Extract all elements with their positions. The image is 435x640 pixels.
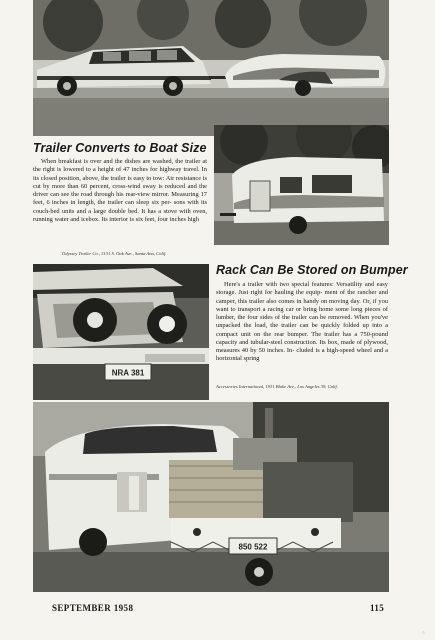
article1-line: 6 inches in length, the trailer can sleep six per- <box>46 199 172 207</box>
article2-body <box>216 281 388 364</box>
article1-line: above, the trailer is easy to tow: Air resistance <box>82 174 203 182</box>
photo-rack-on-bumper <box>33 264 209 400</box>
photo-trailer-raised <box>214 125 389 245</box>
headline-trailer-converts: Trailer Converts to Boat Size <box>33 141 207 155</box>
page-number: 115 <box>370 603 385 613</box>
article2-line: ment of the rancher and camper, this trailer also <box>216 289 388 305</box>
watermark: © <box>422 630 425 635</box>
article1-line: bed. It has a stove with oven, running water and <box>33 207 207 223</box>
footer-date: SEPTEMBER 1958 <box>52 603 134 613</box>
article2-line: be removed. When you've unpacked the load, the <box>216 314 388 330</box>
article2-line: pieces of lumber, the four sides of the trailer can <box>216 305 388 321</box>
article1-line: sons with its couch-bed units and a large double <box>33 199 208 215</box>
article1-line: When breakfast is over and the dishes are washed, <box>41 158 176 165</box>
article2-line: made of plywood, measures 40 by 50 inches. In- <box>216 338 388 354</box>
article1-line: through his rear-view mirror. Measuring 17 feet, <box>33 191 207 207</box>
article1-body <box>33 158 207 224</box>
article2-line: trailer can be quickly folded up into a compact unit <box>216 322 388 338</box>
article1-line: the trailer at the right is lowered to a height of <box>33 158 208 174</box>
article2-credit: Accessories International, 1931 Blake Ave., Los Angeles 39, Calif. <box>216 384 338 389</box>
article2-line: cluded is a high-speed wheel and a horizontal spring <box>216 347 388 363</box>
article1-line: is cut by more than 60 percent, cross-wind sway <box>33 174 207 190</box>
article2-line: on the rear bumper. The trailer has a 750-pound <box>253 330 388 338</box>
article1-line: is reduced and the driver can see the road <box>33 182 207 198</box>
photo-car-with-loaded-trailer <box>33 402 389 592</box>
article2-line: capacity and tubular-steel construction. Its box, <box>216 338 341 346</box>
article2-line: transport a racing car or bring home some long <box>237 305 365 313</box>
article2-line: comes in handy on moving day. Or, if you want to <box>216 297 388 313</box>
photo-car-towing-trailer <box>33 0 389 136</box>
article2-line: Here's a trailer with two special features: Versatility <box>224 281 365 288</box>
headline-rack-stored: Rack Can Be Stored on Bumper <box>216 263 408 277</box>
article1-line: icebox. Its interior is six feet, four inches high <box>81 215 199 223</box>
license-plate-rack: NRA 381 <box>111 368 145 378</box>
article2-line: and easy storage. Just right for hauling the equip- <box>216 281 388 297</box>
article1-line: 47 inches for highway travel. In its closed position, <box>33 166 208 182</box>
article1-credit: Odyssey Trailer Co., 3131 S. Oak Ave., Santa Ana, Calif. <box>62 251 167 256</box>
license-plate-trailer: 850 522 <box>238 542 268 552</box>
